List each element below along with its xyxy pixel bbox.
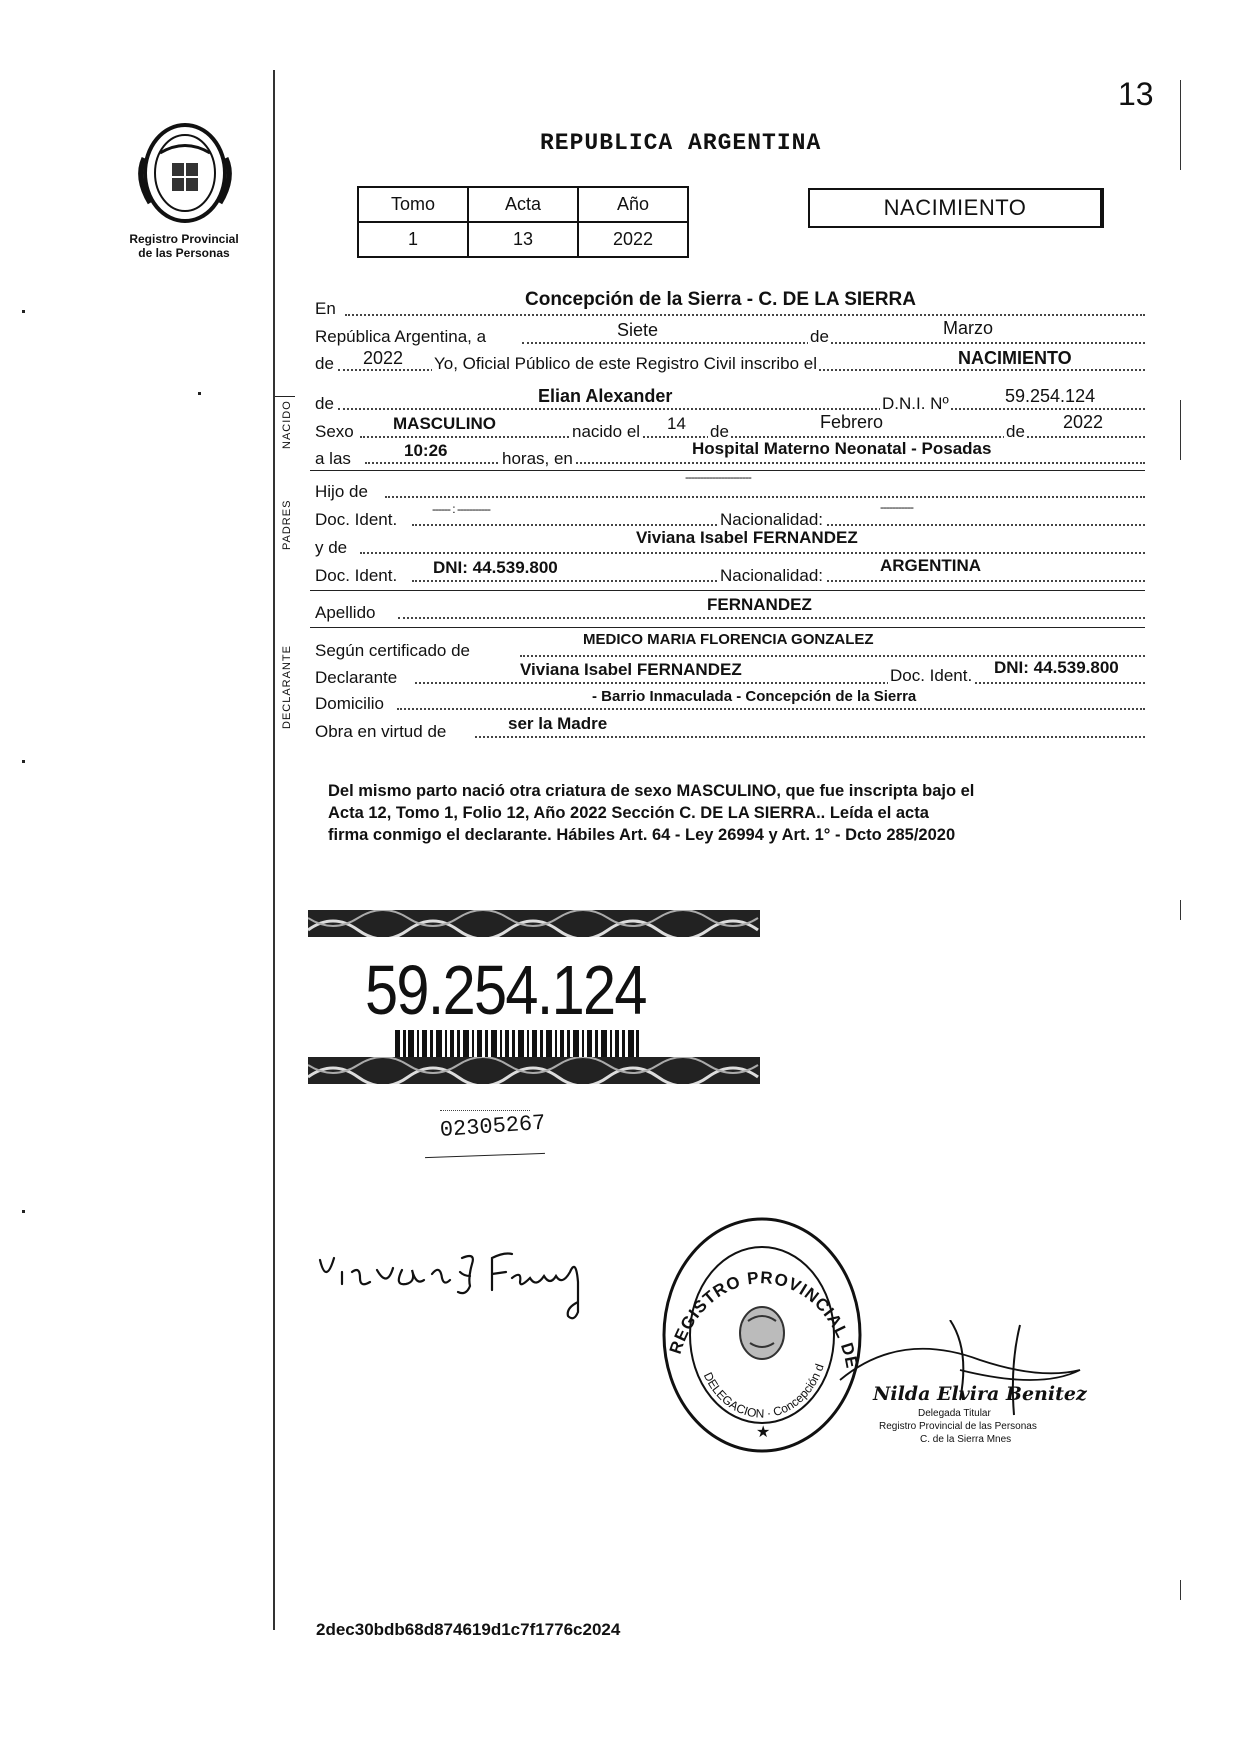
de4-label: de (1006, 422, 1025, 441)
father-nat: ----------- (880, 500, 913, 514)
right-margin-line-2 (1180, 400, 1181, 460)
right-margin-line-4 (1180, 1580, 1181, 1600)
declarante-label: Declarante (315, 668, 398, 687)
official-title-2: Registro Provincial de las Personas (879, 1421, 1037, 1432)
sticker-serial: 02305267 (439, 1110, 547, 1143)
declarant-signature (312, 1230, 622, 1345)
capacity-value: ser la Madre (508, 714, 608, 733)
official-name: Nilda Elvira Benitez (873, 1383, 1087, 1405)
row14-dots (397, 708, 1145, 710)
row5-dots (360, 436, 1145, 438)
certificate-value: MEDICO MARIA FLORENCIA GONZALEZ (583, 631, 874, 648)
de-label: de (810, 327, 829, 346)
dni-label: D.N.I. Nº (882, 394, 949, 413)
en-label: En (315, 299, 336, 318)
apellido-bottom-rule (310, 627, 1145, 628)
doc3-label: Doc. Ident. (890, 666, 973, 685)
anio-value: 2022 (578, 222, 688, 257)
sexo-label: Sexo (315, 422, 354, 441)
father-doc: ------ : ----------- (432, 502, 490, 516)
mother-nat: ARGENTINA (880, 556, 982, 575)
hijo-label: Hijo de (315, 482, 368, 501)
note-line-3: firma conmigo el declarante. Hábiles Art. 64 - Ley 26994 y Art. 1° - Dcto 285/2020 (328, 826, 956, 844)
act-type-box (808, 188, 1104, 228)
record-table (357, 186, 689, 258)
note-line-1: Del mismo parto nació otra criatura de sexo MASCULINO, que fue inscripta bajo el (328, 782, 975, 800)
page-number: 13 (1118, 76, 1154, 112)
address-value: - Barrio Inmaculada - Concepción de la Sierra (592, 688, 917, 705)
mother-name: Viviana Isabel FERNANDEZ (636, 528, 858, 547)
row13-dots (415, 682, 1145, 684)
mother-doc: DNI: 44.539.800 (433, 558, 558, 577)
stamp-star-icon: ★ (756, 1424, 771, 1441)
registration-type: NACIMIENTO (958, 348, 1072, 368)
tomo-value: 1 (358, 222, 468, 257)
officer-text: Yo, Oficial Público de este Registro Civil inscribo el (434, 354, 817, 373)
birth-place: Hospital Materno Neonatal - Posadas (692, 439, 992, 458)
nacido-label: nacido el (572, 422, 641, 441)
padres-bottom-rule (310, 590, 1145, 591)
serial-underline (425, 1153, 545, 1158)
republica-label: República Argentina, a (315, 327, 487, 346)
birth-month: Febrero (820, 412, 884, 432)
right-margin-line (1180, 80, 1181, 170)
margin-speck-2 (198, 392, 201, 395)
side-label-declarante: DECLARANTE (281, 645, 293, 729)
official-title-1: Delegada Titular (918, 1408, 991, 1419)
birth-year: 2022 (1063, 412, 1104, 432)
stamp-inner-text: DELEGACION · Concepción d (700, 1361, 827, 1421)
month-text: Marzo (943, 318, 994, 338)
obra-label: Obra en virtud de (315, 722, 447, 741)
declarant-value: Viviana Isabel FERNANDEZ (520, 660, 742, 679)
doc2-label: Doc. Ident. (315, 566, 398, 585)
birth-time: 10:26 (404, 441, 448, 460)
row11-dots (398, 617, 1145, 619)
surname-value: FERNANDEZ (707, 595, 812, 614)
note-line-2: Acta 12, Tomo 1, Folio 12, Año 2022 Sección C. DE LA SIERRA.. Leída el acta (328, 804, 929, 822)
serial-topline (440, 1110, 530, 1111)
child-name: Elian Alexander (538, 386, 673, 406)
left-margin-line (273, 70, 275, 1630)
margin-speck-3 (22, 760, 25, 763)
anio-header: Año (578, 187, 688, 222)
row4-dots (338, 408, 1145, 410)
name-label: de (315, 394, 334, 413)
nac-label: Nacionalidad: (720, 510, 824, 529)
declarant-doc: DNI: 44.539.800 (994, 658, 1119, 677)
acta-value: 13 (468, 222, 578, 257)
sticker-top-band (308, 910, 760, 937)
doc-label: Doc. Ident. (315, 510, 398, 529)
yde-label: y de (315, 538, 348, 557)
year-text: 2022 (363, 348, 404, 368)
side-label-nacido: NACIDO (281, 400, 293, 449)
cert-label: Según certificado de (315, 641, 470, 660)
row9-dots (360, 552, 1145, 554)
place-value: Concepción de la Sierra - C. DE LA SIERRA (525, 289, 916, 310)
sticker-number: 59.254.124 (365, 951, 646, 1029)
right-margin-line-3 (1180, 900, 1181, 920)
row15-dots (475, 736, 1145, 738)
domicilio-label: Domicilio (315, 694, 384, 713)
act-type: NACIMIENTO (883, 195, 1027, 220)
section-divider-1 (275, 396, 295, 397)
nac2-label: Nacionalidad: (720, 566, 824, 585)
tomo-header: Tomo (358, 187, 468, 222)
row7-dots (385, 496, 1145, 498)
registry-label-1: Registro Provincial (129, 232, 239, 246)
birth-day: 14 (667, 414, 686, 433)
apellido-label: Apellido (315, 603, 376, 622)
margin-speck-1 (22, 310, 25, 313)
stamp-outer-text: REGISTRO PROVINCIAL DE (665, 1268, 862, 1371)
row2-dots (522, 342, 1145, 344)
row6-dots (365, 462, 1145, 464)
country-title: REPUBLICA ARGENTINA (540, 130, 822, 156)
dni-value: 59.254.124 (1005, 386, 1096, 406)
footer-hash: 2dec30bdb68d874619d1c7f1776c2024 (316, 1620, 621, 1639)
row12-dots (520, 655, 1145, 657)
horas-label: horas, en (502, 449, 573, 468)
official-title-3: C. de la Sierra Mnes (920, 1434, 1012, 1445)
day-text: Siete (617, 320, 659, 340)
sticker-bottom-band (308, 1057, 760, 1084)
alas-label: a las (315, 449, 351, 468)
acta-header: Acta (468, 187, 578, 222)
row1-dots (345, 314, 1145, 316)
side-label-padres: PADRES (281, 499, 293, 550)
registry-label-2: de las Personas (138, 246, 230, 260)
note-text (328, 780, 1158, 846)
de3-label: de (710, 422, 729, 441)
father-name: ---------------------- (685, 470, 751, 484)
margin-speck-4 (22, 1210, 25, 1213)
sexo-value: MASCULINO (393, 414, 496, 433)
de2-label: de (315, 354, 334, 373)
province-seal (130, 118, 240, 228)
